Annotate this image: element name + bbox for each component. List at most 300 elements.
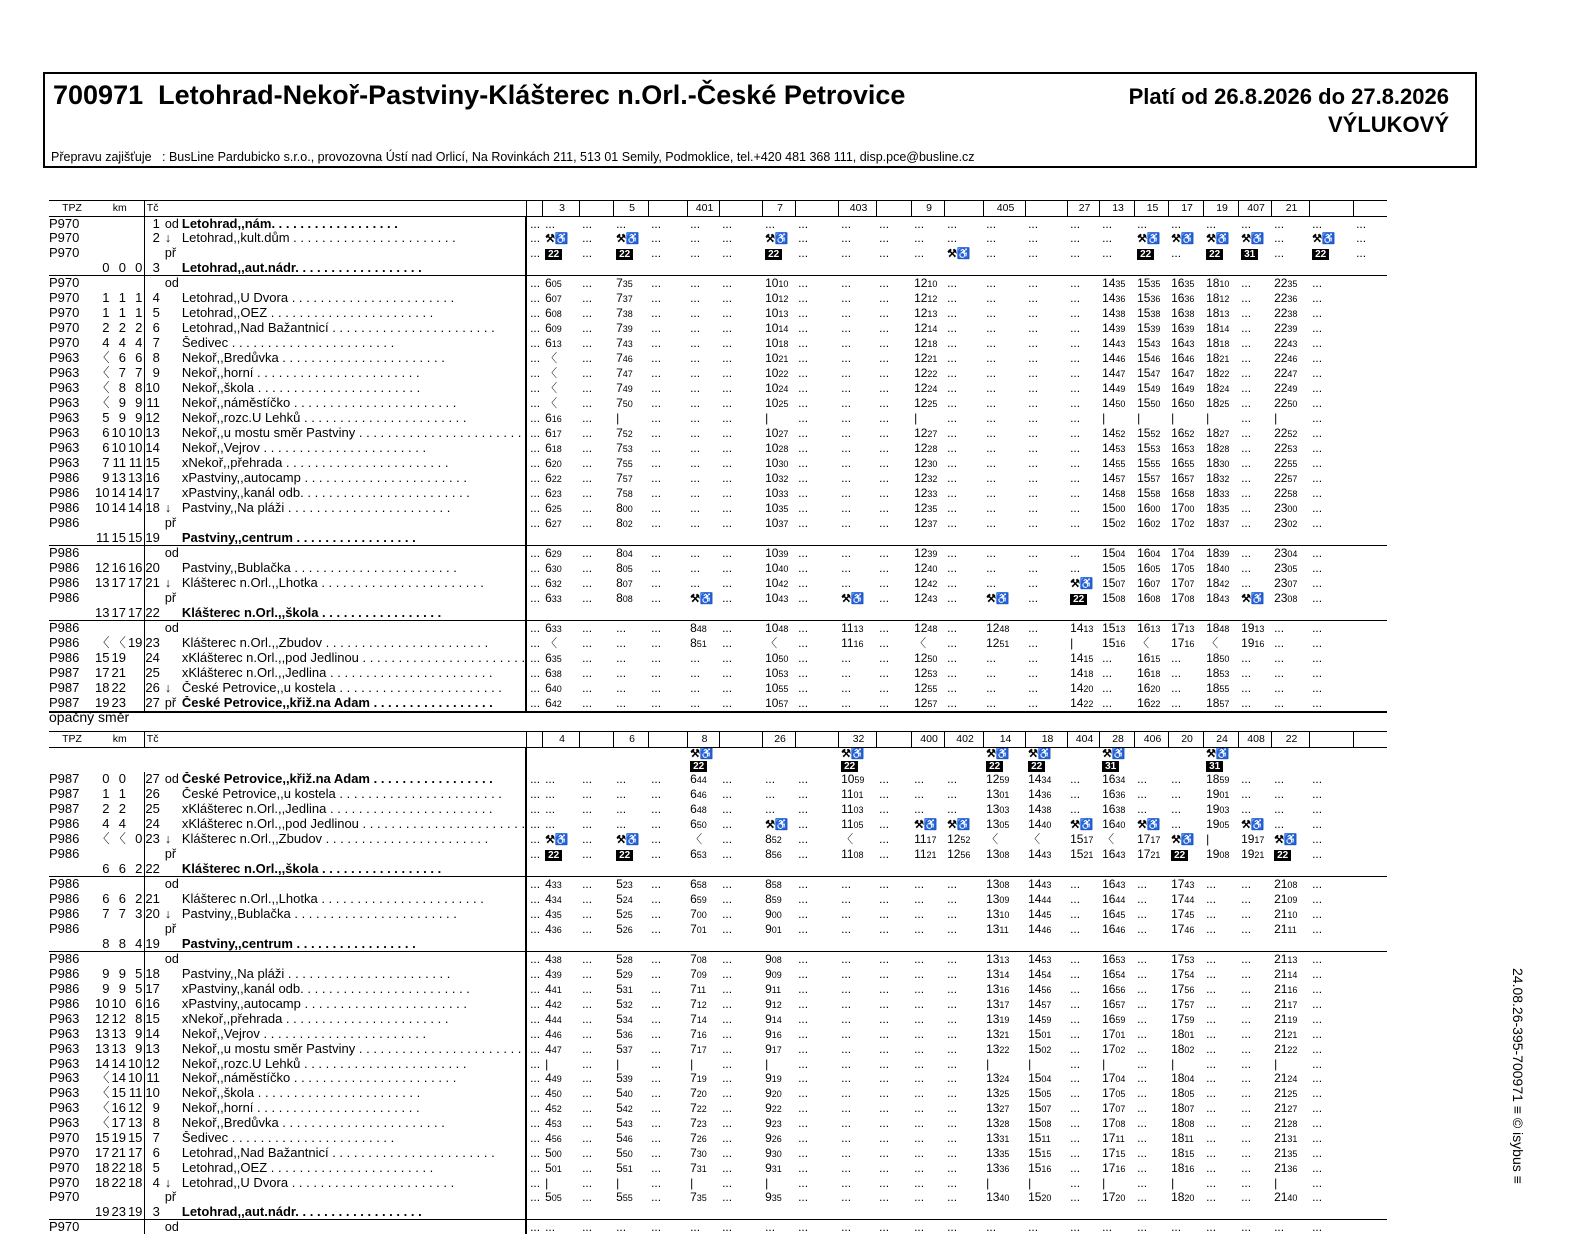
departure-time: ... (838, 501, 876, 516)
departure-time: ... (795, 381, 838, 396)
minutes: 01 (772, 925, 782, 935)
table-row (49, 997, 1387, 1012)
departure-time: 1450 (1099, 396, 1134, 411)
departure-time: 1647 (1168, 366, 1203, 381)
table-row (49, 246, 1387, 261)
stop-name: Nekoř,,Vejrov . . . . . . . . . . . . . . . . . . . . . . . (180, 441, 526, 456)
departure-time: ... (526, 681, 542, 696)
trip-number: 14 (983, 732, 1025, 748)
departure-time: 500 (542, 1146, 579, 1161)
departure-time: ... (613, 772, 648, 787)
departure-time: ... (944, 321, 983, 336)
tpz-code (49, 937, 95, 952)
departure-time: ... (1309, 471, 1353, 486)
departure-time: ... (876, 1012, 911, 1027)
minutes: 17 (772, 1045, 782, 1055)
departure-time: ... (1309, 696, 1353, 712)
km-value (128, 1190, 145, 1205)
departure-time (1238, 937, 1271, 952)
departure-time: 1256 (944, 847, 983, 862)
departure-time: ... (579, 952, 613, 968)
departure-time: 1711 (1099, 1131, 1134, 1146)
departure-time: 1655 (1168, 456, 1203, 471)
departure-time: ... (838, 1220, 876, 1234)
departure-time: ... (983, 546, 1025, 562)
departure-time: ... (1238, 1071, 1271, 1086)
departure-time: 1744 (1168, 892, 1203, 907)
departure-time: ... (876, 456, 911, 471)
departure-time: 735 (613, 276, 648, 292)
departure-time: 1251 (983, 636, 1025, 651)
minutes: 12 (1219, 294, 1229, 304)
departure-time (1238, 261, 1271, 276)
minutes: 08 (1115, 594, 1125, 604)
departure-time: ... (795, 1012, 838, 1027)
departure-time: ... (1238, 1190, 1271, 1205)
minutes: 39 (552, 970, 562, 980)
minutes: 02 (623, 519, 633, 529)
departure-time: ... (526, 486, 542, 501)
departure-time: 1501 (1025, 1027, 1067, 1042)
minutes: 08 (1219, 850, 1229, 860)
minutes: 38 (1115, 805, 1125, 815)
trip-number: 13 (1099, 201, 1134, 217)
departure-time: ... (1238, 1131, 1271, 1146)
departure-time: ... (1134, 967, 1168, 982)
departure-time: ... (1309, 1101, 1353, 1116)
minutes: 50 (1184, 399, 1194, 409)
minutes: 51 (623, 1164, 633, 1174)
departure-time: ... (838, 546, 876, 562)
departure-time (1353, 1101, 1387, 1116)
tpz-header: TPZ (49, 732, 95, 748)
departure-time: ... (795, 591, 838, 606)
departure-time: 1336 (983, 1161, 1025, 1176)
km-value: 7 (128, 366, 145, 381)
departure-time (1309, 937, 1353, 952)
departure-time: ... (1238, 576, 1271, 591)
departure-time (579, 1205, 613, 1220)
km-value: 12 (95, 1012, 111, 1027)
departure-time: 1508 (1099, 591, 1134, 606)
minutes: 57 (1184, 474, 1194, 484)
departure-time: 1618 (1134, 666, 1168, 681)
departure-time: 1822 (1203, 366, 1238, 381)
table-row (49, 381, 1387, 396)
departure-time (1353, 907, 1387, 922)
tpz-code: P986 (49, 471, 95, 486)
departure-time: ... (613, 681, 648, 696)
km-value: 0 (128, 261, 145, 276)
departure-time (1353, 922, 1387, 937)
departure-time: ... (1067, 381, 1099, 396)
departure-time: ... (579, 591, 613, 606)
departure-time: ... (1134, 1027, 1168, 1042)
departure-time: ... (838, 666, 876, 681)
arrival-departure-mark: ↓ (162, 1176, 180, 1190)
departure-time: ... (1309, 351, 1353, 366)
departure-time: 〈 (983, 832, 1025, 847)
departure-time: 1305 (983, 817, 1025, 832)
departure-time: ... (1134, 1042, 1168, 1057)
minutes: 36 (1287, 294, 1297, 304)
departure-time: ... (911, 1012, 944, 1027)
departure-time: 1743 (1168, 877, 1203, 893)
departure-time: ... (1203, 952, 1238, 968)
stop-name (180, 246, 526, 261)
departure-time: 1117 (911, 832, 944, 847)
km-value (111, 231, 127, 246)
km-value: 19 (128, 636, 145, 651)
tpz-code: P963 (49, 366, 95, 381)
minutes: 35 (552, 910, 562, 920)
minutes: 24 (927, 384, 937, 394)
departure-time: 434 (542, 892, 579, 907)
departure-time: ... (526, 591, 542, 606)
departure-time: 1704 (1099, 1071, 1134, 1086)
km-header: km (95, 201, 145, 217)
tpz-code: P970 (49, 246, 95, 261)
departure-time: ... (526, 621, 542, 637)
stop-order: 1 (145, 217, 162, 232)
minutes: 54 (1115, 970, 1125, 980)
departure-time: ... (719, 276, 762, 292)
minutes: 08 (999, 850, 1009, 860)
stop-name: Letohrad,,aut.nádr. . . . . . . . . . . . . . . . . . (180, 1205, 526, 1220)
tpz-code: P986 (49, 997, 95, 1012)
departure-time: ... (648, 787, 687, 802)
departure-time: ... (838, 336, 876, 351)
minutes: 14 (697, 1015, 707, 1025)
minutes: 14 (999, 970, 1009, 980)
departure-time: ... (579, 561, 613, 576)
tpz-code: P986 (49, 952, 95, 968)
departure-time: ... (911, 1057, 944, 1071)
minutes: 13 (854, 624, 864, 634)
departure-time: ... (1067, 1190, 1099, 1205)
departure-time: 2250 (1271, 396, 1309, 411)
departure-time: 1457 (1025, 997, 1067, 1012)
stop-order: 20 (145, 561, 162, 576)
departure-time: 1502 (1099, 516, 1134, 531)
departure-time (1099, 261, 1134, 276)
minutes: 20 (1184, 1193, 1194, 1203)
departure-time: ... (944, 1042, 983, 1057)
stop-name: České Petrovice,,křiž.na Adam . . . . . . . . . . . . . . . . . (180, 696, 526, 712)
departure-time: 1839 (1203, 546, 1238, 562)
departure-time: ... (1238, 892, 1271, 907)
minutes: 35 (1287, 1149, 1297, 1159)
departure-time: 1210 (911, 276, 944, 292)
table-row (49, 456, 1387, 471)
minutes: 58 (623, 489, 633, 499)
departure-time: 858 (762, 877, 795, 893)
arrival-departure-mark (162, 666, 180, 681)
departure-time: ... (983, 486, 1025, 501)
table-row (49, 952, 1387, 968)
table-row (49, 651, 1387, 666)
departure-time: ... (1238, 1161, 1271, 1176)
minutes: 05 (1041, 1089, 1051, 1099)
departure-time: 2239 (1271, 321, 1309, 336)
minutes: 07 (1184, 579, 1194, 589)
minutes: 36 (1287, 1164, 1297, 1174)
departure-time: 1012 (762, 291, 795, 306)
table-row (49, 817, 1387, 832)
trip-number: 407 (1238, 201, 1271, 217)
departure-time: | (762, 1176, 795, 1190)
minutes: 52 (1150, 429, 1160, 439)
departure-time: ... (983, 426, 1025, 441)
minutes: 37 (623, 1045, 633, 1055)
minutes: 38 (1150, 309, 1160, 319)
minutes: 01 (1041, 1030, 1051, 1040)
departure-time (762, 1205, 795, 1220)
minutes: 13 (778, 309, 788, 319)
arrival-departure-mark (162, 1146, 180, 1161)
arrival-departure-mark (162, 486, 180, 501)
km-value: 10 (111, 997, 127, 1012)
departure-time: ... (795, 922, 838, 937)
departure-time: ... (876, 636, 911, 651)
departure-time: ... (1067, 1027, 1099, 1042)
minutes: 53 (1219, 669, 1229, 679)
minutes: 22 (697, 1104, 707, 1114)
departure-time (1134, 862, 1168, 877)
departure-time (944, 246, 983, 261)
departure-time: ... (687, 576, 719, 591)
departure-time (1353, 1190, 1387, 1205)
departure-time: 2122 (1271, 1042, 1309, 1057)
departure-time: ... (526, 922, 542, 937)
km-value: 13 (95, 606, 111, 621)
departure-time: ... (719, 967, 762, 982)
km-value: 7 (95, 907, 111, 922)
departure-time: 714 (687, 1012, 719, 1027)
departure-time: ... (1067, 1057, 1099, 1071)
minutes: 52 (960, 835, 970, 845)
tpz-code: P970 (49, 1176, 95, 1190)
departure-time: 605 (542, 276, 579, 292)
departure-time: ... (1134, 1116, 1168, 1131)
minutes: 42 (623, 1104, 633, 1114)
trip-symbol (648, 748, 687, 773)
departure-time: 1457 (1099, 471, 1134, 486)
km-value: 19 (111, 1131, 127, 1146)
stop-name: xPastviny,,autocamp . . . . . . . . . . . . . . . . . . . . . . . (180, 471, 526, 486)
departure-time: 1032 (762, 471, 795, 486)
departure-time: ... (687, 1220, 719, 1234)
departure-time: ... (911, 982, 944, 997)
departure-time: ... (1309, 306, 1353, 321)
departure-time: 730 (687, 1146, 719, 1161)
departure-time: 1702 (1099, 1042, 1134, 1057)
departure-time: ... (648, 1101, 687, 1116)
departure-time: 1707 (1168, 576, 1203, 591)
departure-time: ... (1067, 952, 1099, 968)
departure-time: ... (1025, 426, 1067, 441)
stop-order: 17 (145, 982, 162, 997)
departure-time: 750 (613, 396, 648, 411)
departure-time: 2116 (1271, 982, 1309, 997)
departure-time: 802 (613, 516, 648, 531)
departure-time: 633 (542, 591, 579, 606)
departure-time: ... (648, 336, 687, 351)
departure-time: 1033 (762, 486, 795, 501)
departure-time: ... (719, 456, 762, 471)
departure-time: 1842 (1203, 576, 1238, 591)
departure-time (719, 606, 762, 621)
minutes: 56 (960, 850, 970, 860)
minutes: 52 (772, 835, 782, 845)
departure-time: ... (719, 1116, 762, 1131)
departure-time: 901 (762, 922, 795, 937)
departure-time (1025, 937, 1067, 952)
minutes: 53 (1041, 955, 1051, 965)
km-value: 10 (128, 1057, 145, 1071)
arrival-departure-mark (162, 997, 180, 1012)
departure-time: 453 (542, 1116, 579, 1131)
minutes: 41 (552, 985, 562, 995)
departure-time: ... (687, 546, 719, 562)
departure-time: | (983, 1057, 1025, 1071)
carrier-label: Přepravu zajišťuje (51, 150, 152, 164)
tools-wheelchair-icon: ⚒♿ (616, 834, 640, 846)
departure-time (1168, 606, 1203, 621)
departure-time: ... (1067, 486, 1099, 501)
departure-time: 1620 (1134, 681, 1168, 696)
km-value: 13 (128, 1116, 145, 1131)
departure-time: ... (526, 396, 542, 411)
departure-time: ... (1309, 847, 1353, 862)
km-value: 12 (111, 1012, 127, 1027)
departure-time: 1652 (1168, 426, 1203, 441)
departure-time: 2246 (1271, 351, 1309, 366)
minutes: 23 (552, 489, 562, 499)
table-row (49, 666, 1387, 681)
km-value: 18 (95, 681, 111, 696)
departure-time: 543 (613, 1116, 648, 1131)
arrival-departure-mark (162, 261, 180, 276)
stop-order: 26 (145, 681, 162, 696)
departure-time (1025, 531, 1067, 546)
departure-time: ... (1203, 877, 1238, 893)
stop-name: Nekoř,,náměstíčko . . . . . . . . . . . . . . . . . . . . . . . (180, 396, 526, 411)
km-value: 10 (128, 426, 145, 441)
departure-time: ... (648, 1176, 687, 1190)
departure-time: ... (1203, 997, 1238, 1012)
departure-time: | (1025, 1176, 1067, 1190)
departure-time: 749 (613, 381, 648, 396)
minutes: 36 (1115, 790, 1125, 800)
departure-time: ... (526, 1101, 542, 1116)
minutes: 13 (1219, 309, 1229, 319)
tpz-code: P986 (49, 817, 95, 832)
departure-time: 1413 (1067, 621, 1099, 637)
minutes: 43 (623, 1119, 633, 1129)
minutes: 45 (1184, 910, 1194, 920)
departure-time: ... (526, 217, 542, 232)
departure-time: ... (687, 651, 719, 666)
km-value: 17 (111, 606, 127, 621)
departure-time: ... (1099, 681, 1134, 696)
table-row (49, 1012, 1387, 1027)
departure-time: 444 (542, 1012, 579, 1027)
tpz-code: P963 (49, 396, 95, 411)
departure-time (876, 606, 911, 621)
departure-time: 1455 (1099, 456, 1134, 471)
tpz-code: P970 (49, 276, 95, 292)
trip-symbol (719, 748, 762, 773)
km-value: 7 (95, 456, 111, 471)
departure-time: ... (1309, 636, 1353, 651)
departure-time: ... (1309, 922, 1353, 937)
departure-time: ... (1025, 621, 1067, 637)
table-row (49, 772, 1387, 787)
departure-time: 1454 (1025, 967, 1067, 982)
departure-time: ... (944, 441, 983, 456)
table-row (49, 862, 1387, 877)
departure-time: ... (648, 817, 687, 832)
departure-time (944, 862, 983, 877)
arrival-departure-mark (162, 441, 180, 456)
departure-time: ... (1099, 231, 1134, 246)
minutes: 50 (623, 1149, 633, 1159)
departure-time: ... (762, 772, 795, 787)
departure-time: 1754 (1168, 967, 1203, 982)
tpz-code: P970 (49, 1190, 95, 1205)
departure-time: ... (719, 651, 762, 666)
departure-time (1271, 606, 1309, 621)
departure-time: ... (1309, 1131, 1353, 1146)
departure-time: 1653 (1099, 952, 1134, 968)
departure-time: ... (795, 1220, 838, 1234)
stop-order: 7 (145, 1131, 162, 1146)
km-value: 12 (128, 1101, 145, 1116)
arrival-departure-mark (162, 862, 180, 877)
departure-time: ... (944, 291, 983, 306)
km-value: 2 (111, 802, 127, 817)
departure-time: 450 (542, 1086, 579, 1101)
departure-time: 1227 (911, 426, 944, 441)
km-value: 9 (111, 396, 127, 411)
km-value: 6 (95, 862, 111, 877)
km-value: 14 (128, 486, 145, 501)
minutes: 21 (1254, 850, 1264, 860)
departure-time (648, 606, 687, 621)
stop-order: 22 (145, 862, 162, 877)
departure-time: 1859 (1203, 772, 1238, 787)
stop-name: Šedivec . . . . . . . . . . . . . . . . . . . . . . . (180, 336, 526, 351)
departure-time: 534 (613, 1012, 648, 1027)
departure-time: ... (795, 246, 838, 261)
departure-time (1353, 276, 1387, 292)
departure-time: 1436 (1025, 787, 1067, 802)
departure-time: 1622 (1134, 696, 1168, 712)
table-row (49, 471, 1387, 486)
departure-time: 1539 (1134, 321, 1168, 336)
departure-time: ... (579, 1146, 613, 1161)
header-box (43, 72, 1477, 168)
departure-time: 931 (762, 1161, 795, 1176)
minutes: 37 (927, 519, 937, 529)
departure-time: ... (838, 1116, 876, 1131)
departure-time (1134, 1205, 1168, 1220)
tools-wheelchair-icon: ⚒♿ (914, 819, 938, 831)
stop-name (180, 1190, 526, 1205)
departure-time: ... (876, 1161, 911, 1176)
departure-time: ... (911, 967, 944, 982)
